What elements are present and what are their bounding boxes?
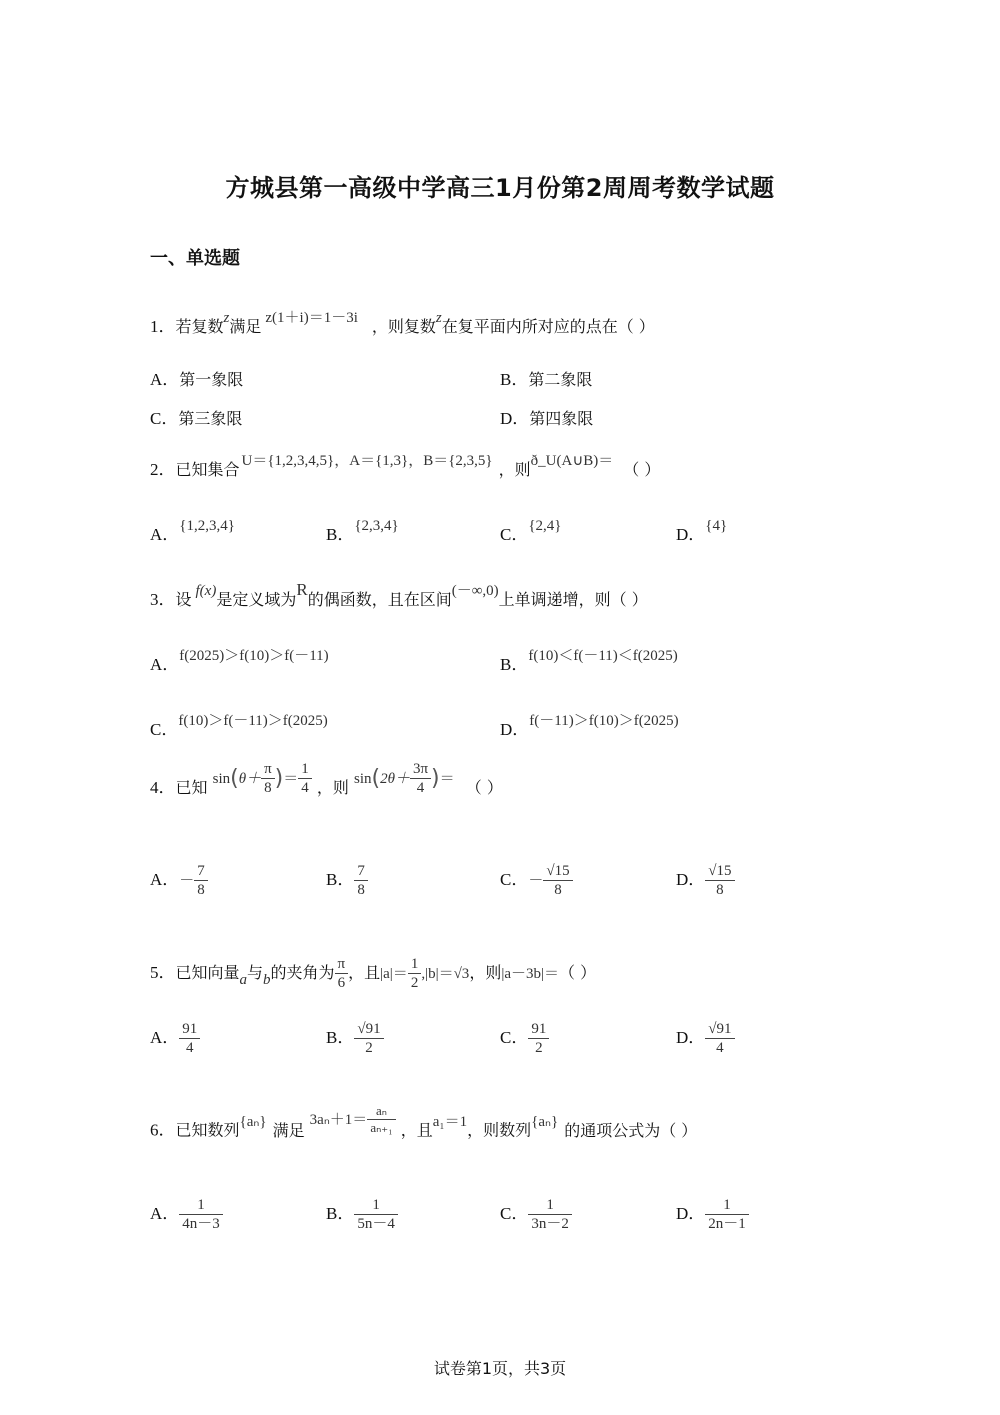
- q5-option-c: C． $\frac{91}{2}$: [500, 1020, 549, 1057]
- question-3: 3．设 f(x)是定义域为R的偶函数，且在区间(－∞,0)上单调递增，则（ ）: [150, 580, 648, 609]
- q2-complement: ð_U(A∪B)＝: [530, 453, 614, 469]
- question-4: 4．已知 sin(θ＋ $\frac{\pi}{8}$ )＝ $\frac{1}{4}$ ，则 sin(2θ＋ $\frac{3\pi}{4}$ )＝ （ ）: [150, 761, 503, 797]
- q3-option-d: D．f(－11)＞f(10)＞f(2025): [500, 713, 679, 739]
- q2-option-d: D．{4}: [676, 518, 728, 544]
- question-6: 6．已知数列{aₙ} 满足 3aₙ＋1＝ $\frac{\text{aₙ}}{\text{aₙ₊₁}}$ ，且a₁＝1，则数列{aₙ} 的通项公式为（ ）: [150, 1103, 698, 1140]
- q5-option-b: B． $\frac{√91}{2}$: [326, 1020, 384, 1057]
- q3-option-a: A．f(2025)＞f(10)＞f(－11): [150, 648, 329, 674]
- question-1: 1．若复数z满足 z(1＋i)＝1－3i ，则复数z在复平面内所对应的点在（ ）: [150, 310, 655, 336]
- q1-option-a: A．第一象限: [150, 370, 244, 389]
- q4-option-d: D． $\frac{√15}{8}$: [676, 862, 735, 899]
- q2-sets: U＝{1,2,3,4,5}，A＝{1,3}，B＝{2,3,5}: [241, 453, 493, 469]
- q4-option-b: B． $\frac{7}{8}$: [326, 862, 368, 899]
- q1-option-d: D．第四象限: [500, 409, 594, 428]
- q1-option-b: B．第二象限: [500, 370, 593, 389]
- exam-title: 方城县第一高级中学高三1月份第2周周考数学试题: [225, 174, 775, 202]
- q6-option-d: D． $\frac{1}{2n-1}$: [676, 1196, 749, 1233]
- q1-option-c: C．第三象限: [150, 409, 243, 428]
- section-heading: 一、单选题: [150, 248, 240, 269]
- q1-expression: z(1＋i)＝1－3i: [265, 310, 358, 326]
- q6-option-a: A． $\frac{1}{4n-3}$: [150, 1196, 223, 1233]
- q4-option-c: C．－ $\frac{√15}{8}$: [500, 862, 573, 899]
- q2-option-a: A．{1,2,3,4}: [150, 518, 235, 544]
- page-footer: 试卷第1页，共3页: [433, 1359, 567, 1378]
- q6-option-b: B． $\frac{1}{5n-4}$: [326, 1196, 398, 1233]
- q3-option-c: C．f(10)＞f(－11)＞f(2025): [150, 713, 328, 739]
- q5-option-a: A． $\frac{91}{4}$: [150, 1020, 200, 1057]
- q5-option-d: D． $\frac{√91}{4}$: [676, 1020, 735, 1057]
- q4-option-a: A．－ $\frac{7}{8}$: [150, 862, 208, 899]
- question-5: 5．已知向量a与b的夹角为 $\frac{\pi}{6}$ ，且|a|＝ $\frac{1}{2}$ ,|b|＝√3，则|a－3b|＝（ ）: [150, 956, 597, 991]
- q3-option-b: B．f(10)＜f(－11)＜f(2025): [500, 648, 678, 674]
- question-2: 2．已知集合 U＝{1,2,3,4,5}，A＝{1,3}，B＝{2,3,5} ，则ð_U(A∪B)＝ （ ）: [150, 453, 661, 479]
- q2-option-c: C．{2,4}: [500, 518, 562, 544]
- q6-option-c: C． $\frac{1}{3n-2}$: [500, 1196, 572, 1233]
- q2-option-b: B．{2,3,4}: [326, 518, 399, 544]
